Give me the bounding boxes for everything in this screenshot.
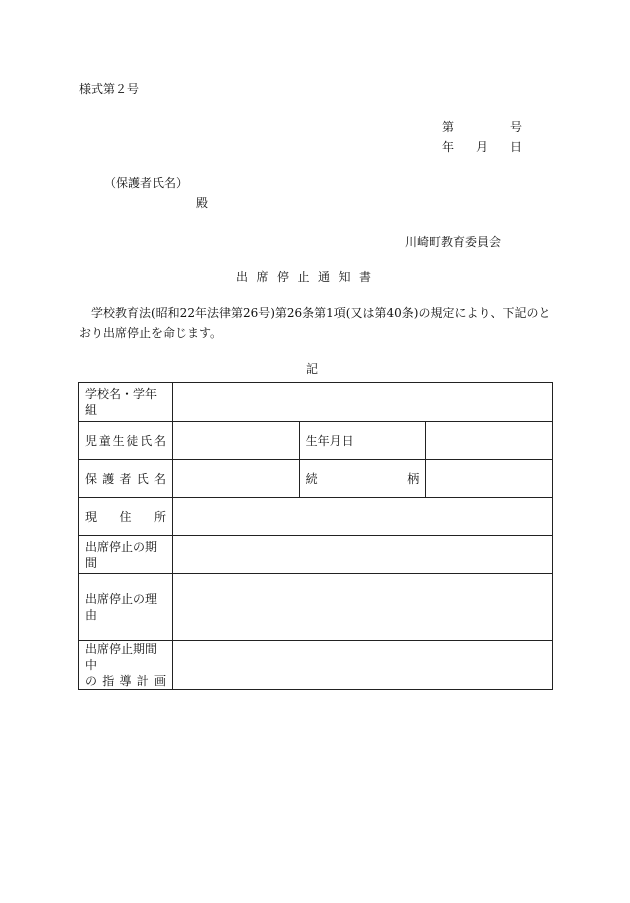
- relationship-field[interactable]: [426, 460, 553, 498]
- guardian-name-table-label: 保護者氏名: [79, 460, 173, 498]
- form-number: 様式第２号: [79, 82, 140, 96]
- address-label: 現住所: [79, 498, 173, 536]
- table-row: [79, 536, 553, 574]
- guardian-name-label: （保護者氏名）: [104, 176, 189, 190]
- date-day: 日: [509, 140, 522, 154]
- ki-label: 記: [306, 362, 319, 376]
- period-label: 出席停止の期間: [79, 536, 173, 574]
- number-suffix: 号: [509, 120, 522, 134]
- school-grade-field[interactable]: [173, 383, 553, 422]
- relationship-label: 続 柄: [299, 460, 426, 498]
- issuer-name: 川崎町教育委員会: [405, 235, 502, 249]
- period-field[interactable]: [173, 536, 553, 574]
- table-row: [79, 383, 553, 422]
- guidance-label-line1: 出席停止期間中: [85, 642, 158, 672]
- table-row: [79, 460, 553, 498]
- table-row: [79, 422, 553, 460]
- table-row: [79, 498, 553, 536]
- reason-field[interactable]: [173, 574, 553, 641]
- guidance-field[interactable]: [173, 641, 553, 690]
- guardian-name-field[interactable]: [173, 460, 300, 498]
- document-title: 出席停止通知書: [236, 270, 380, 284]
- reason-label: 出席停止の理由: [79, 574, 173, 641]
- document-date: [442, 138, 522, 155]
- birthdate-label: 生年月日: [299, 422, 426, 460]
- table-row: [79, 641, 553, 690]
- birthdate-field[interactable]: [426, 422, 553, 460]
- student-name-field[interactable]: [173, 422, 300, 460]
- honorific: 殿: [196, 196, 209, 210]
- document-number: [442, 118, 522, 135]
- school-grade-label: 学校名・学年組: [79, 383, 173, 422]
- body-text: 学校教育法(昭和22年法律第26号)第26条第1項(又は第40条)の規定により、下記のとおり出席停止を命じます。: [79, 306, 551, 340]
- notification-table: [78, 382, 553, 690]
- date-month: 月: [475, 140, 488, 154]
- date-year: 年: [442, 140, 455, 154]
- table-row: [79, 574, 553, 641]
- student-name-label: 児童生徒氏名: [79, 422, 173, 460]
- guidance-label: [79, 641, 173, 690]
- number-prefix: 第: [442, 120, 455, 134]
- address-field[interactable]: [173, 498, 553, 536]
- guidance-label-line2: の指導計画: [85, 674, 166, 688]
